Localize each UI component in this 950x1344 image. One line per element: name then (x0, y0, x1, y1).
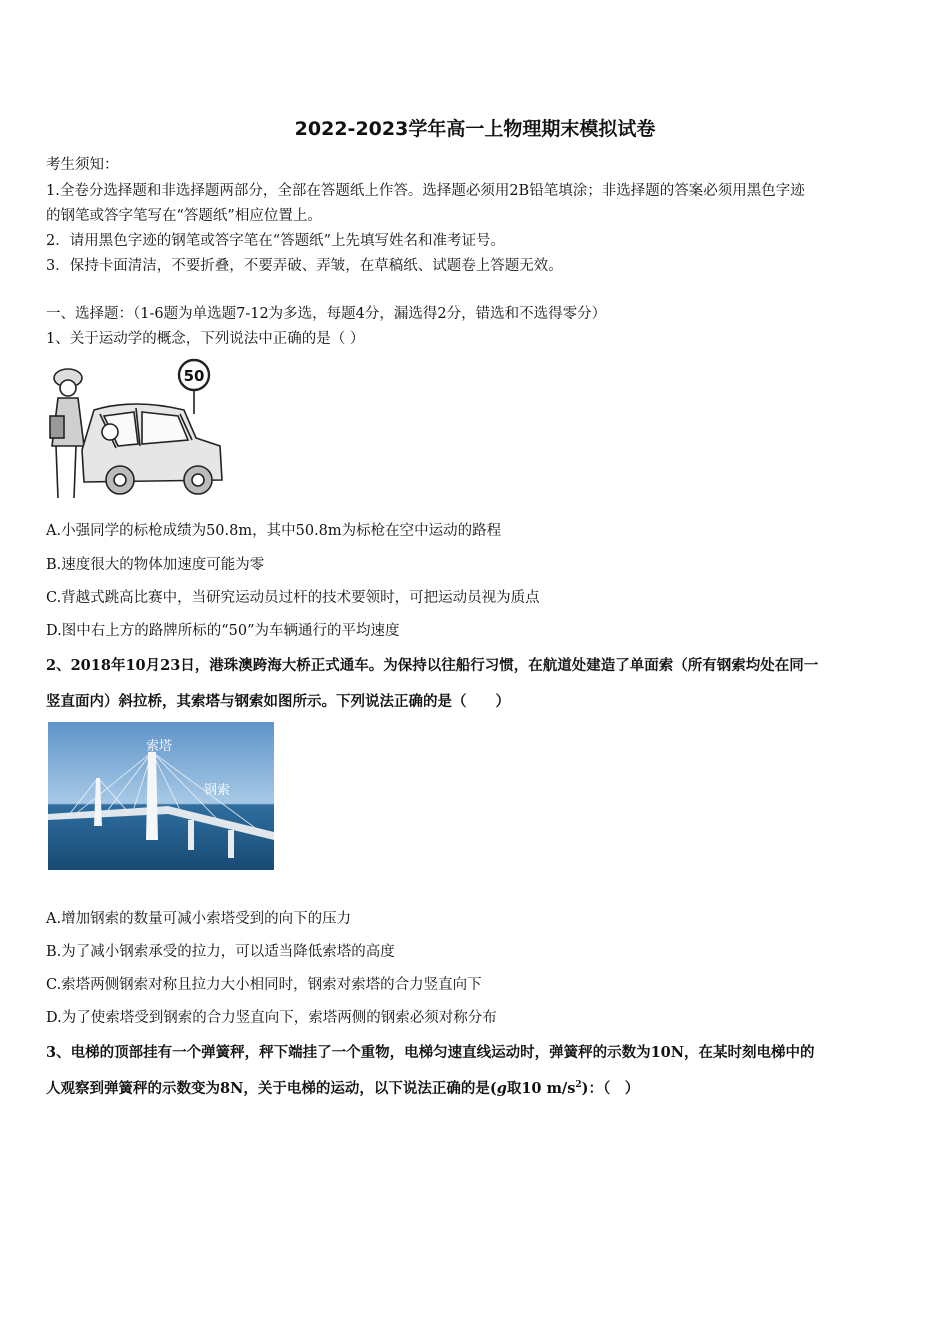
notice-item-3: 3．保持卡面清洁，不要折叠，不要弄破、弄皱，在草稿纸、试题卷上答题无效。 (46, 258, 563, 274)
question-2-option-a: A.增加钢索的数量可减小索塔受到的向下的压力 (46, 911, 352, 927)
question-1-option-c: C.背越式跳高比赛中，当研究运动员过杆的技术要领时，可把运动员视为质点 (46, 590, 540, 606)
question-3-stem-line-1: 3、电梯的顶部挂有一个弹簧秤，秤下端挂了一个重物，电梯匀速直线运动时，弹簧秤的示数为10N，在某时刻电梯中的 (46, 1044, 815, 1061)
bridge-photo-figure (48, 722, 274, 870)
question-3-stem-part-1: 人观察到弹簧秤的示数变为8N，关于电梯的运动，以下说法正确的是( (46, 1080, 497, 1097)
tower-label: 索塔 (146, 739, 173, 754)
question-1-option-a: A.小强同学的标枪成绩为50.8m，其中50.8m为标枪在空中运动的路程 (46, 523, 502, 539)
question-2-stem-line-2: 竖直面内）斜拉桥，其索塔与钢索如图所示。下列说法正确的是（ ） (46, 693, 510, 710)
question-2-option-c: C.索塔两侧钢索对称且拉力大小相同时，钢索对索塔的合力竖直向下 (46, 977, 482, 993)
notice-heading: 考生须知： (46, 157, 119, 173)
question-1-option-d: D.图中右上方的路牌所标的“50”为车辆通行的平均速度 (46, 623, 400, 639)
question-1-option-b: B.速度很大的物体加速度可能为零 (46, 557, 265, 573)
speed-sign-text: 50 (183, 367, 205, 385)
question-2-option-b: B.为了减小钢索承受的拉力，可以适当降低索塔的高度 (46, 944, 395, 960)
page-title: 2022-2023学年高一上物理期末模拟试卷 (294, 118, 656, 140)
car-speed-sign-figure (44, 358, 226, 504)
question-3-stem-line-2 (46, 1077, 639, 1098)
notice-item-2: 2．请用黑色字迹的钢笔或答字笔在“答题纸”上先填写姓名和准考证号。 (46, 233, 506, 249)
question-3-stem-part-3: )：（ ） (581, 1080, 640, 1097)
question-2-option-d: D.为了使索塔受到钢索的合力竖直向下，索塔两侧的钢索必须对称分布 (46, 1010, 497, 1026)
cable-label: 钢索 (204, 783, 231, 798)
notice-item-1-line-1: 1.全卷分选择题和非选择题两部分，全部在答题纸上作答。选择题必须用2B铅笔填涂；非选择题的答案必须用黑色字迹 (46, 183, 805, 199)
section-heading: 一、选择题：（1-6题为单选题7-12为多选，每题4分，漏选得2分，错选和不选得零分） (46, 306, 607, 322)
gravity-symbol: g (496, 1080, 507, 1097)
question-3-stem-part-2: 取10 m/s (506, 1080, 576, 1097)
exponent: 2 (575, 1080, 582, 1091)
question-2-stem-line-1: 2、2018年10月23日，港珠澳跨海大桥正式通车。为保持以往船行习惯，在航道处建造了单面索（所有钢索均处在同一 (46, 657, 819, 674)
question-1-stem: 1、关于运动学的概念，下列说法中正确的是（ ） (46, 331, 365, 347)
notice-item-1-line-2: 的钢笔或答字笔写在“答题纸”相应位置上。 (46, 208, 322, 224)
